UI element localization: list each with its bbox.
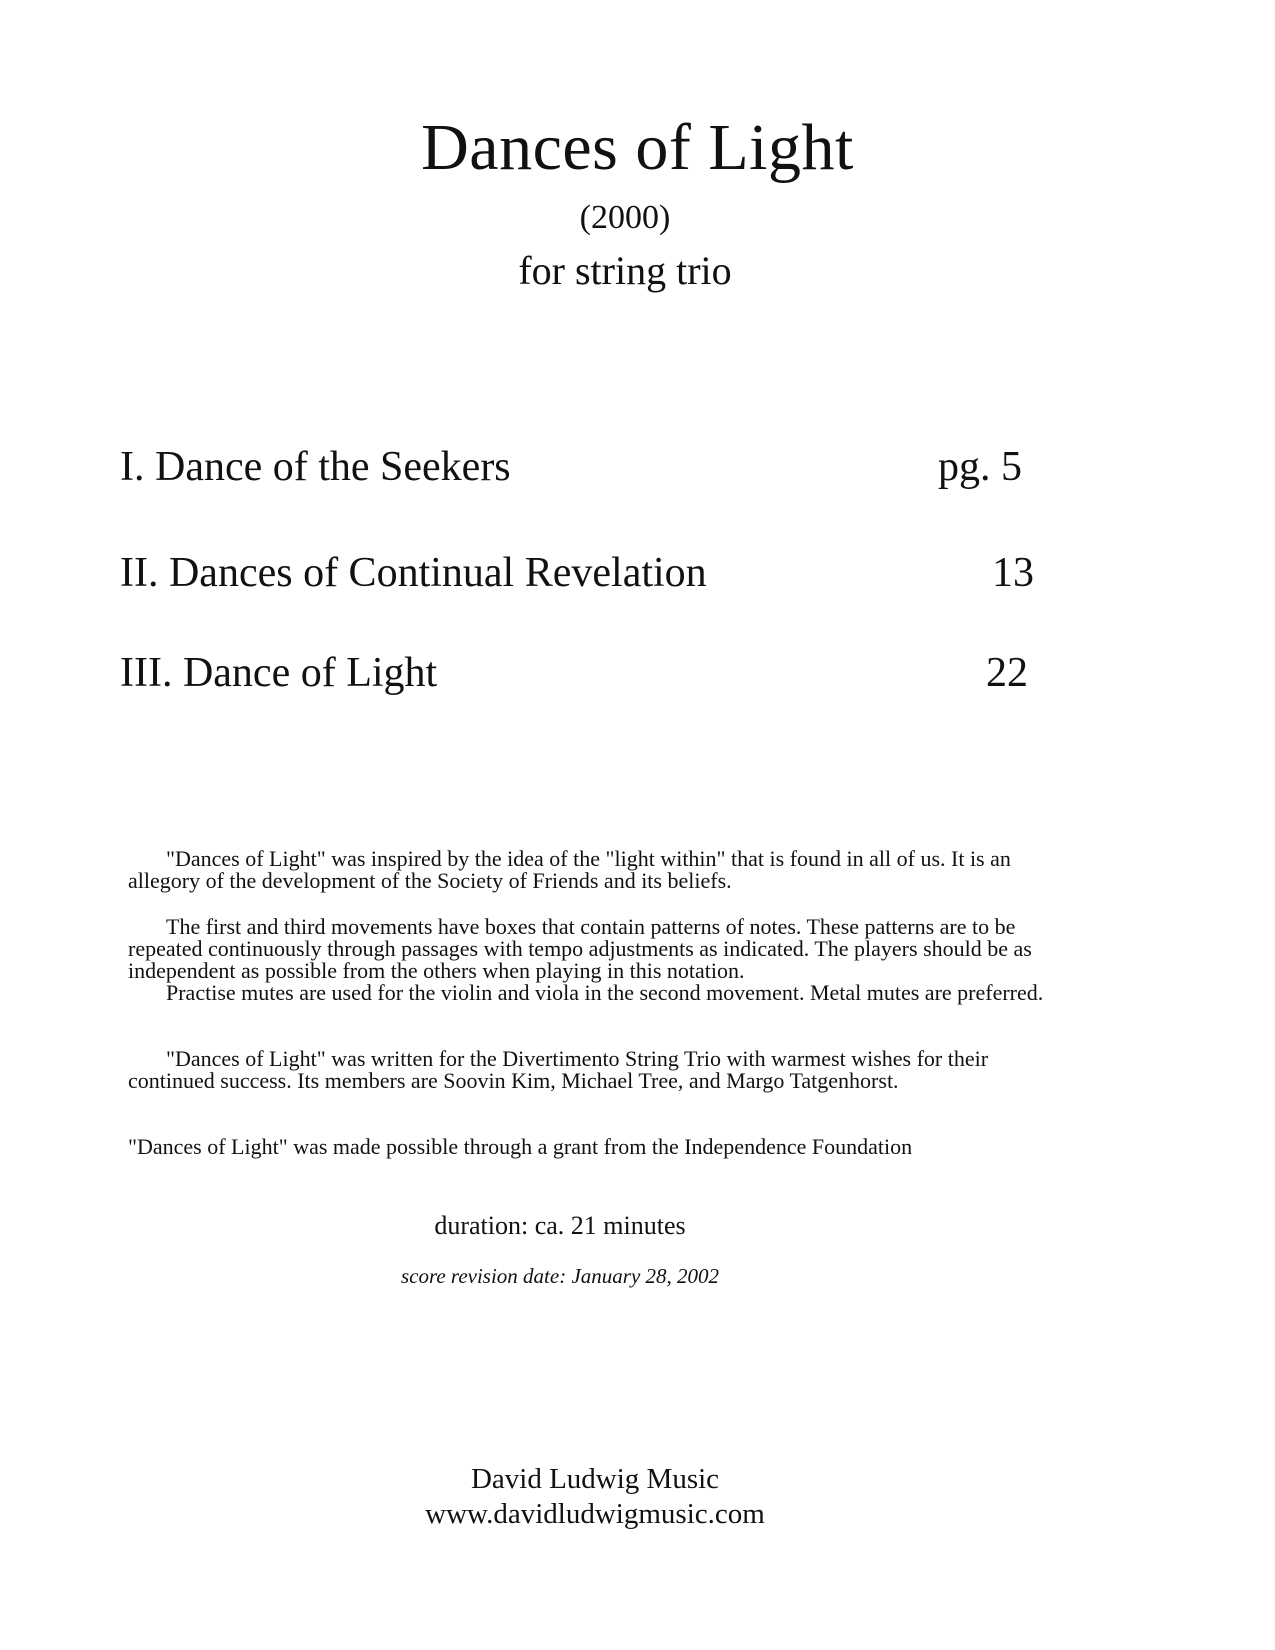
movement-3-page: 22	[986, 650, 1028, 696]
duration: duration: ca. 21 minutes	[434, 1211, 686, 1240]
dedication-note	[128, 1048, 1058, 1092]
note-dedication-text: "Dances of Light" was written for the Divertimento String Trio with warmest wishes for their continued success. Its members are Soovin Kim, Michael Tree, and Margo Tatgenhorst.	[128, 1046, 989, 1093]
movement-1-title: I. Dance of the Seekers	[120, 444, 511, 490]
movement-2-page: 13	[992, 550, 1034, 596]
instrumentation: for string trio	[518, 248, 732, 293]
performance-notes	[128, 916, 1058, 1004]
note-boxes-text: The first and third movements have boxes that contain patterns of notes. These patterns are to be repeated continuously through passages with tempo adjustments as indicated. The players should be as independent as possible from the others when playing in this notation.	[128, 914, 1032, 983]
work-title: Dances of Light	[421, 111, 854, 184]
movement-1-page: pg. 5	[938, 444, 1022, 490]
revision-date: score revision date: January 28, 2002	[400, 1264, 720, 1288]
composition-year: (2000)	[579, 199, 671, 236]
note-mutes-text: Practise mutes are used for the violin and viola in the second movement. Metal mutes are preferred.	[166, 980, 1044, 1005]
movement-2-title: II. Dances of Continual Revelation	[120, 550, 707, 596]
program-note-inspiration	[128, 848, 1058, 892]
movement-3-title: III. Dance of Light	[120, 650, 438, 696]
publisher-website: www.davidludwigmusic.com	[425, 1498, 765, 1530]
note-grant-text: "Dances of Light" was made possible through a grant from the Independence Foundation	[128, 1134, 913, 1159]
note-inspiration-text: "Dances of Light" was inspired by the idea of the "light within" that is found in all of us. It is an allegory of the development of the Society of Friends and its beliefs.	[128, 846, 1011, 893]
publisher-name: David Ludwig Music	[470, 1463, 720, 1495]
grant-note	[128, 1136, 1058, 1158]
